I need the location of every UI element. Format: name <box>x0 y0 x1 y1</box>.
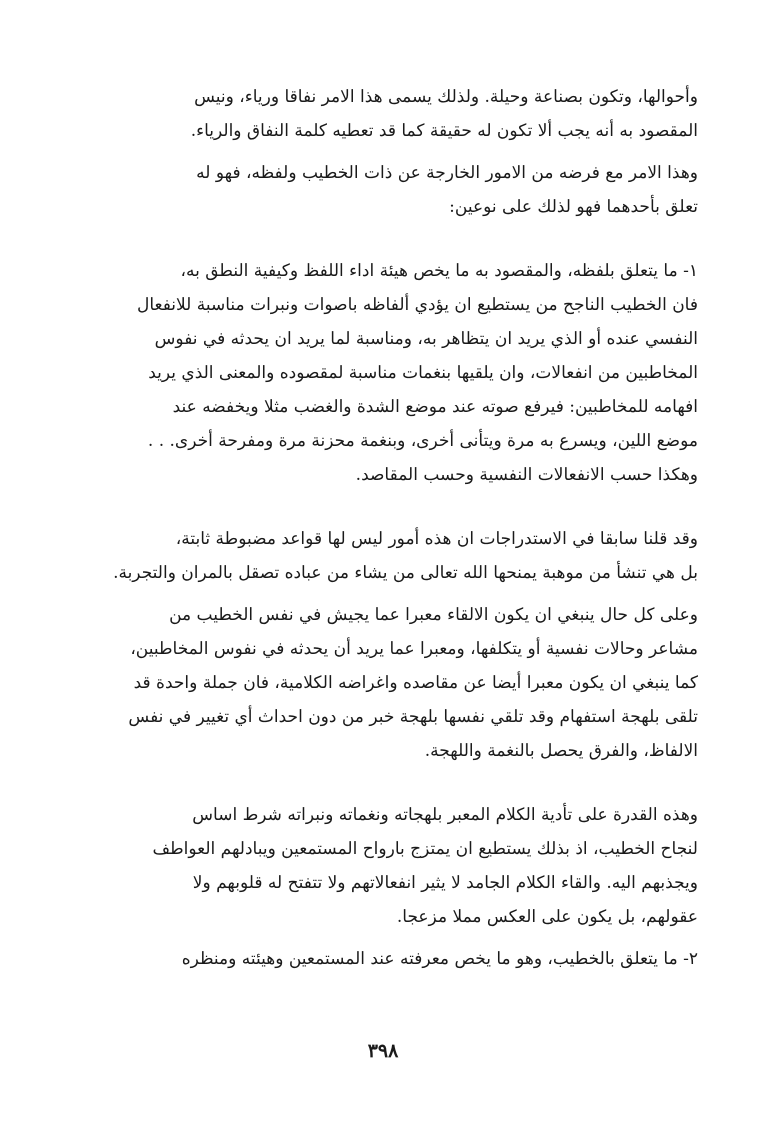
text-line: تعلق بأحدهما فهو لذلك على نوعين: <box>449 197 698 217</box>
paragraph-3 <box>82 254 698 492</box>
paragraph-4 <box>82 522 698 590</box>
text-line: وأحوالها، وتكون بصناعة وحيلة. ولذلك يسمى هذا الامر نفاقا ورياء، ونيس <box>194 87 698 107</box>
text-line: وعلى كل حال ينبغي ان يكون الالقاء معبرا عما يجيش في نفس الخطيب من <box>169 605 698 625</box>
text-line: فان الخطيب الناجح من يستطيع ان يؤدي ألفاظه باصوات ونبرات مناسبة للانفعال <box>136 295 698 315</box>
text-line: وقد قلنا سابقا في الاستدراجات ان هذه أمور ليس لها قواعد مضبوطة ثابتة، <box>175 529 698 549</box>
text-line: وهذه القدرة على تأدية الكلام المعبر بلهجاته ونغماته ونبراته شرط اساس <box>192 805 698 825</box>
text-line: لنجاح الخطيب، اذ بذلك يستطيع ان يمتزج بارواح المستمعين ويبادلهم العواطف <box>152 839 698 859</box>
text-line: المخاطبين من انفعالات، وان يلقيها بنغمات مناسبة لمقصوده والمعنى الذي يريد <box>148 363 698 383</box>
text-line: ٢- ما يتعلق بالخطيب، وهو ما يخص معرفته عند المستمعين وهيئته ومنظره <box>181 949 698 969</box>
text-line: عقولهم، بل يكون على العكس مملا مزعجا. <box>396 907 698 927</box>
page-number: ٣٩٨ <box>367 1040 399 1062</box>
text-line: المقصود به أنه يجب ألا تكون له حقيقة كما قد تعطيه كلمة النفاق والرياء. <box>190 121 698 141</box>
paragraph-6 <box>82 798 698 934</box>
paragraph-2 <box>82 156 698 224</box>
text-line: بل هي تنشأ من موهبة يمنحها الله تعالى من يشاء من عباده تصقل بالمران والتجربة. <box>113 563 698 583</box>
text-line: النفسي عنده أو الذي يريد ان يتظاهر به، ومناسبة لما يريد ان يحدثه في نفوس <box>154 329 698 349</box>
text-line: الالفاظ، والفرق يحصل بالنغمة واللهجة. <box>424 741 698 761</box>
text-line: موضع اللين، ويسرع به مرة ويتأنى أخرى، وبنغمة محزنة مرة ومفرحة أخرى. . . <box>147 431 698 451</box>
text-line: وهكذا حسب الانفعالات النفسية وحسب المقاصد. <box>355 465 698 485</box>
paragraph-5 <box>82 598 698 768</box>
text-line: ويجذبهم اليه. والقاء الكلام الجامد لا يثير انفعالاتهم ولا تتفتح له قلوبهم ولا <box>192 873 698 893</box>
text-line: كما ينبغي ان يكون معبرا أيضا عن مقاصده واغراضه الكلامية، فان جملة واحدة قد <box>133 673 698 693</box>
text-line: ١- ما يتعلق بلفظه، والمقصود به ما يخص هيئة اداء اللفظ وكيفية النطق به، <box>180 261 698 281</box>
text-line: تلقى بلهجة استفهام وقد تلقي نفسها بلهجة خبر من دون احداث أي تغيير في نفس <box>128 707 698 727</box>
text-line: افهامه للمخاطبين: فيرفع صوته عند موضع الشدة والغضب مثلا ويخفضه عند <box>172 397 698 417</box>
paragraph-1 <box>82 80 698 148</box>
paragraph-7 <box>82 942 698 976</box>
text-line: مشاعر وحالات نفسية أو يتكلفها، ومعبرا عما يريد أن يحدثه في نفوس المخاطبين، <box>130 639 698 659</box>
page-body <box>82 80 698 976</box>
text-line: وهذا الامر مع فرضه من الامور الخارجة عن ذات الخطيب ولفظه، فهو له <box>196 163 698 183</box>
